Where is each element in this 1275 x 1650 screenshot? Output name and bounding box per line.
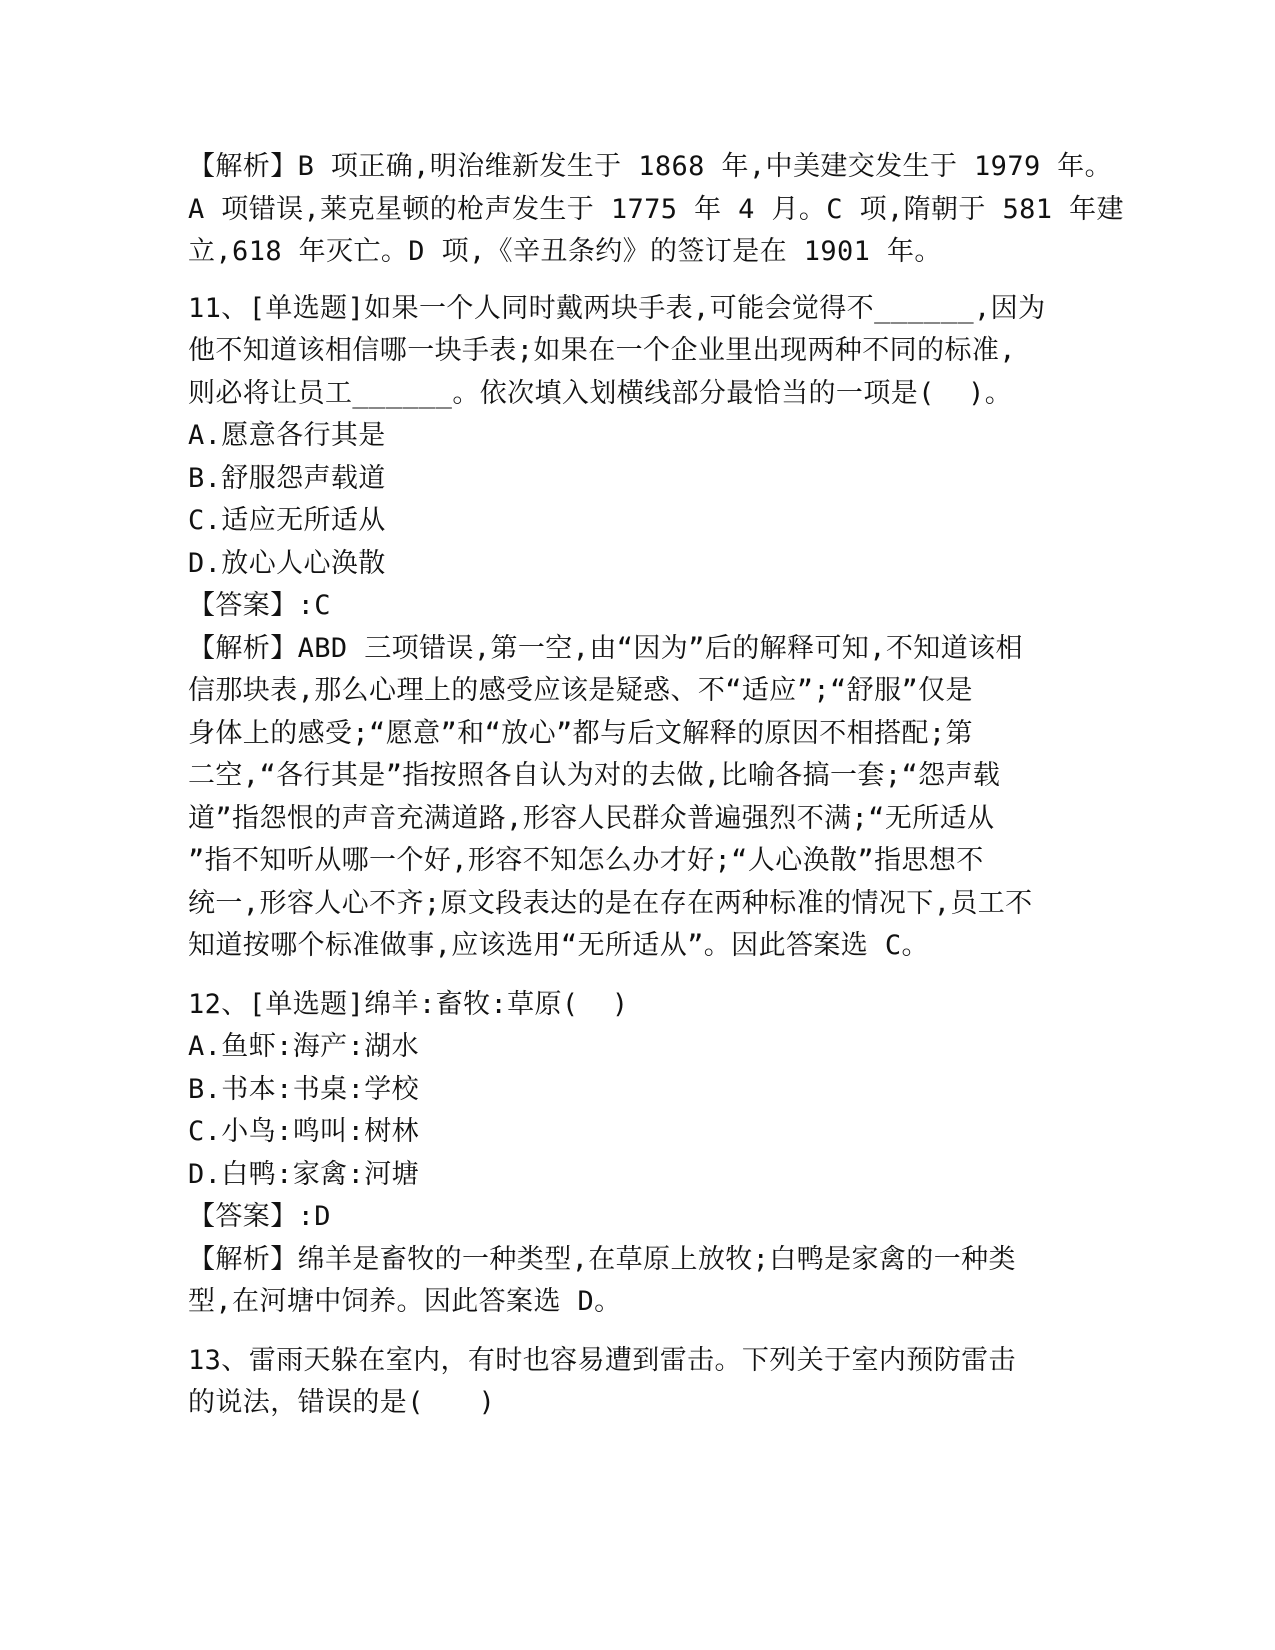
analysis-line: 知道按哪个标准做事,应该选用“无所适从”。因此答案选 C。 bbox=[188, 930, 929, 961]
text-line: 【解析】B 项正确,明治维新发生于 1868 年,中美建交发生于 1979 年。 bbox=[188, 151, 1113, 182]
analysis-line: 信那块表,那么心理上的感受应该是疑惑、不“适应”;“舒服”仅是 bbox=[188, 675, 973, 706]
text-line: A 项错误,莱克星顿的枪声发生于 1775 年 4 月。C 项,隋朝于 581 年建 bbox=[188, 193, 1124, 225]
analysis-line: 统一,形容人心不齐;原文段表达的是在存在两种标准的情况下,员工不 bbox=[188, 887, 1033, 919]
question-11 bbox=[188, 288, 1078, 968]
analysis-line: 型,在河塘中饲养。因此答案选 D。 bbox=[188, 1286, 622, 1317]
option-a: A.愿意各行其是 bbox=[188, 420, 386, 451]
question-stem-line: 他不知道该相信哪一块手表;如果在一个企业里出现两种不同的标准, bbox=[188, 335, 1016, 366]
option-a: A.鱼虾:海产:湖水 bbox=[188, 1031, 420, 1062]
option-b: B.书本:书桌:学校 bbox=[188, 1073, 420, 1105]
analysis-line: 二空,“各行其是”指按照各自认为对的去做,比喻各搞一套;“怨声载 bbox=[188, 760, 1001, 791]
question-stem-line: 13、雷雨天躲在室内，有时也容易遭到雷击。下列关于室内预防雷击 bbox=[188, 1344, 1016, 1376]
answer-line: 【答案】:C bbox=[188, 590, 331, 621]
analysis-line: 身体上的感受;“愿意”和“放心”都与后文解释的原因不相搭配;第 bbox=[188, 717, 973, 749]
paragraph-gap bbox=[188, 968, 1078, 984]
option-b: B.舒服怨声载道 bbox=[188, 462, 386, 494]
question-12 bbox=[188, 984, 1078, 1324]
analysis-line: 【解析】绵羊是畜牧的一种类型,在草原上放牧;白鸭是家禽的一种类 bbox=[188, 1243, 1016, 1275]
option-d: D.白鸭:家禽:河塘 bbox=[188, 1158, 420, 1190]
question-stem-line: 12、[单选题]绵羊:畜牧:草原( ) bbox=[188, 988, 629, 1020]
document-page bbox=[188, 146, 1124, 1425]
question-stem-line: 11、[单选题]如果一个人同时戴两块手表,可能会觉得不______,因为 bbox=[188, 292, 1046, 324]
option-d: D.放心人心涣散 bbox=[188, 547, 386, 579]
analysis-line: 道”指怨恨的声音充满道路,形容人民群众普遍强烈不满;“无所适从 bbox=[188, 802, 995, 834]
question-13 bbox=[188, 1340, 1078, 1425]
text-line: 立,618 年灭亡。D 项,《辛丑条约》的签订是在 1901 年。 bbox=[188, 236, 942, 267]
question-stem-line: 的说法，错误的是( ) bbox=[188, 1387, 496, 1418]
paragraph-gap bbox=[188, 1324, 1078, 1340]
option-c: C.适应无所适从 bbox=[188, 505, 386, 536]
paragraph-gap bbox=[188, 274, 1078, 288]
question-stem-line: 则必将让员工______。依次填入划横线部分最恰当的一项是( )。 bbox=[188, 377, 1013, 409]
analysis-line: ”指不知听从哪一个好,形容不知怎么办才好;“人心涣散”指思想不 bbox=[188, 845, 984, 876]
answer-line: 【答案】:D bbox=[188, 1201, 331, 1232]
analysis-line: 【解析】ABD 三项错误,第一空,由“因为”后的解释可知,不知道该相 bbox=[188, 632, 1023, 664]
option-c: C.小鸟:鸣叫:树林 bbox=[188, 1116, 420, 1147]
analysis-block-q10 bbox=[188, 146, 1124, 274]
